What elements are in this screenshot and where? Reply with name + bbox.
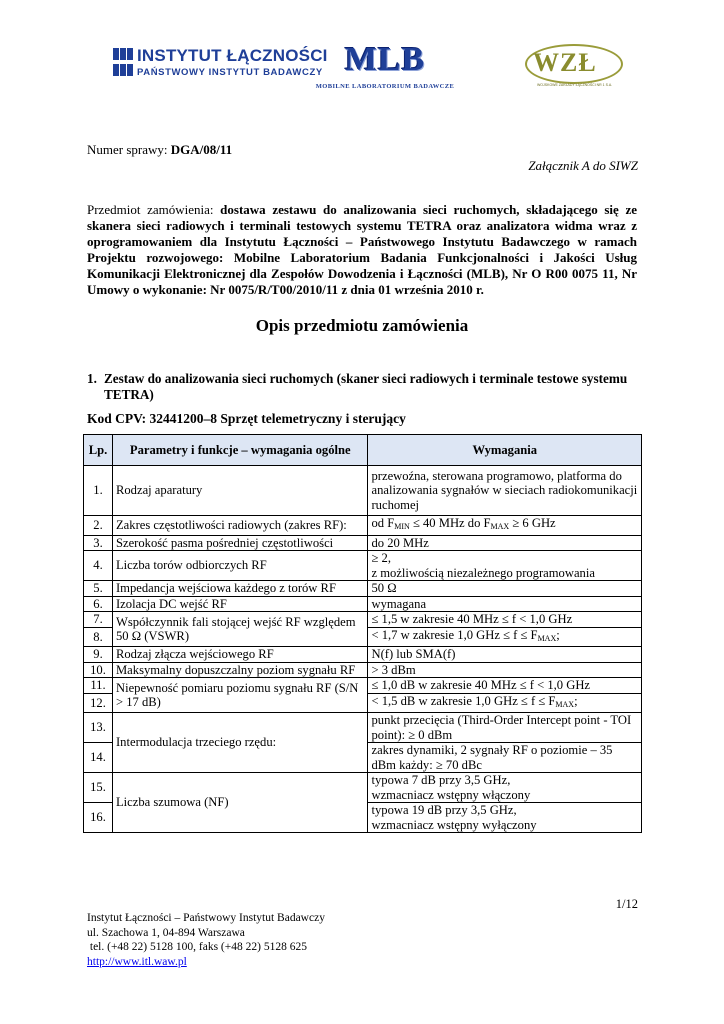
section-text: Zestaw do analizowania sieci ruchomych (skaner sieci radiowych i terminale testowe systemu TETRA) [104,371,628,402]
row-number: 12. [84,693,113,713]
row-parameter: Maksymalny dopuszczalny poziom sygnału RF [112,662,368,678]
requirements-table [83,434,642,833]
req-text: ; [574,693,578,708]
row-requirement: wymagana [368,596,642,612]
req-text: ; [556,627,560,642]
table-row [84,516,642,536]
req-text: < 1,7 w zakresie 1,0 GHz ≤ f ≤ F [371,627,538,642]
row-number: 8. [84,627,113,647]
case-number-label: Numer sprawy: [87,142,171,157]
row-parameter: Liczba szumowa (NF) [112,773,368,833]
row-number: 10. [84,662,113,678]
row-number: 6. [84,596,113,612]
case-number: DGA/08/11 [170,142,233,157]
table-row [84,535,642,551]
table-row [84,612,642,628]
row-requirement [368,773,642,803]
req-subscript: MAX [555,699,575,709]
table-row [84,678,642,694]
row-requirement: punkt przecięcia (Third-Order Intercept point - TOI point): ≥ 0 dBm [368,713,642,743]
row-requirement: przewoźna, sterowana programowo, platforma do analizowania sygnałów w sieciach radiokomunikacji ruchomej [368,466,642,516]
cpv-code: Kod CPV: 32441200–8 Sprzęt telemetryczny i sterujący [87,411,406,426]
row-requirement [368,693,642,713]
row-number: 9. [84,647,113,663]
row-requirement: ≤ 1,5 w zakresie 40 MHz ≤ f < 1,0 GHz [368,612,642,628]
section-heading [87,371,647,403]
case-number-line [87,142,232,158]
row-requirement: > 3 dBm [368,662,642,678]
row-number: 5. [84,581,113,597]
itl-logo-mark-icon [113,48,133,76]
row-requirement [368,803,642,833]
mlb-logo [300,40,470,98]
req-subscript: MIN [394,522,410,531]
req-subscript: MAX [537,633,557,643]
row-parameter: Niepewność pomiaru poziomu sygnału RF (S/N > 17 dB) [112,678,368,713]
row-parameter: Intermodulacja trzeciego rzędu: [112,713,368,773]
page-title: Opis przedmiotu zamówienia [255,316,469,335]
req-line: typowa 7 dB przy 3,5 GHz, [371,773,511,787]
table-row [84,551,642,581]
row-requirement [368,551,642,581]
row-requirement: do 20 MHz [368,535,642,551]
table-row [84,713,642,743]
wzl-logo-mark: WZŁ [533,48,597,77]
wzl-logo [525,44,625,90]
req-line: typowa 19 dB przy 3,5 GHz, [371,803,517,817]
req-line: ≥ 2, [371,551,391,565]
header-parameters: Parametry i funkcje – wymagania ogólne [112,435,368,466]
subject-text: dostawa zestawu do analizowania sieci ruchomych, składającego się ze skanera sieci radiowych i terminali testowych systemu TETRA oraz analizatora widma wraz z oprogramowaniem dla Instytutu Łączności – Państwowego Instytutu Badawczego w ramach Projektu rozwojowego: Mobilne Laboratorium Badania Funkcjonalności i Jakości Usług Komunikacji Elektronicznej dla Zespołów Dowodzenia i Łączności (MLB), Nr O R00 0075 11, Nr Umowy o wykonanie: Nr 0075/R/T00/2010/11 z dnia 01 września 2010 r. [87,202,637,297]
row-number: 2. [84,516,113,536]
req-line: wzmacniacz wstępny wyłączony [371,817,537,832]
table-row [84,662,642,678]
row-number: 14. [84,743,113,773]
req-text: < 1,5 dB w zakresie 1,0 GHz ≤ f ≤ F [371,693,556,708]
table-row [84,466,642,516]
row-parameter: Szerokość pasma pośredniej częstotliwości [112,535,368,551]
footer-phone: tel. (+48 22) 5128 100, faks (+48 22) 5128 625 [87,941,307,953]
row-number: 3. [84,535,113,551]
req-text: ≥ 6 GHz [509,516,556,530]
footer-website-link[interactable]: http://www.itl.waw.pl [87,955,187,968]
row-requirement [368,516,642,536]
row-number: 1. [84,466,113,516]
footer-institute: Instytut Łączności – Państwowy Instytut Badawczy [87,912,325,924]
table-row [84,596,642,612]
req-text: ≤ 40 MHz do F [409,516,491,530]
req-subscript: MAX [490,522,510,531]
row-requirement [368,627,642,647]
req-line: z możliwością niezależnego programowania [371,565,595,580]
table-row [84,647,642,663]
row-number: 16. [84,803,113,833]
header-lp: Lp. [84,435,113,466]
itl-logo-subtitle: PAŃSTWOWY INSTYTUT BADAWCZY [137,67,323,78]
row-number: 15. [84,773,113,803]
row-parameter: Liczba torów odbiorczych RF [112,551,368,581]
row-parameter: Współczynnik fali stojącej wejść RF względem 50 Ω (VSWR) [112,612,368,647]
wzl-logo-caption: WOJSKOWE ZAKŁADY ŁĄCZNOŚCI NR 1 S.A. [537,83,613,87]
row-number: 11. [84,678,113,694]
row-parameter: Rodzaj złącza wejściowego RF [112,647,368,663]
footer [87,911,325,969]
footer-address: ul. Szachowa 1, 04-894 Warszawa [87,926,245,939]
mlb-logo-mark: MLB [344,41,426,78]
table-row [84,581,642,597]
table-row [84,773,642,803]
req-text: od F [371,516,395,530]
page-number: 1/12 [615,897,638,911]
row-parameter: Rodzaj aparatury [112,466,368,516]
row-number: 4. [84,551,113,581]
header-requirements: Wymagania [368,435,642,466]
row-parameter: Zakres częstotliwości radiowych (zakres RF): [112,516,368,536]
row-requirement: 50 Ω [368,581,642,597]
itl-logo-title: INSTYTUT ŁĄCZNOŚCI [137,46,328,65]
row-number: 7. [84,612,113,628]
req-line: wzmacniacz wstępny włączony [371,787,531,802]
subject-label: Przedmiot zamówienia: [87,202,221,217]
row-requirement: ≤ 1,0 dB w zakresie 40 MHz ≤ f < 1,0 GHz [368,678,642,694]
row-number: 13. [84,713,113,743]
table-header-row [84,435,642,466]
annex-label: Załącznik A do SIWZ [528,158,638,173]
itl-logo [113,46,328,86]
row-requirement: N(f) lub SMA(f) [368,647,642,663]
subject-paragraph [87,202,637,298]
row-requirement: zakres dynamiki, 2 sygnały RF o poziomie – 35 dBm każdy: ≥ 70 dBc [368,743,642,773]
section-number: 1. [87,371,97,386]
mlb-logo-caption: MOBILNE LABORATORIUM BADAWCZE [315,83,455,90]
row-parameter: Izolacja DC wejść RF [112,596,368,612]
row-parameter: Impedancja wejściowa każdego z torów RF [112,581,368,597]
